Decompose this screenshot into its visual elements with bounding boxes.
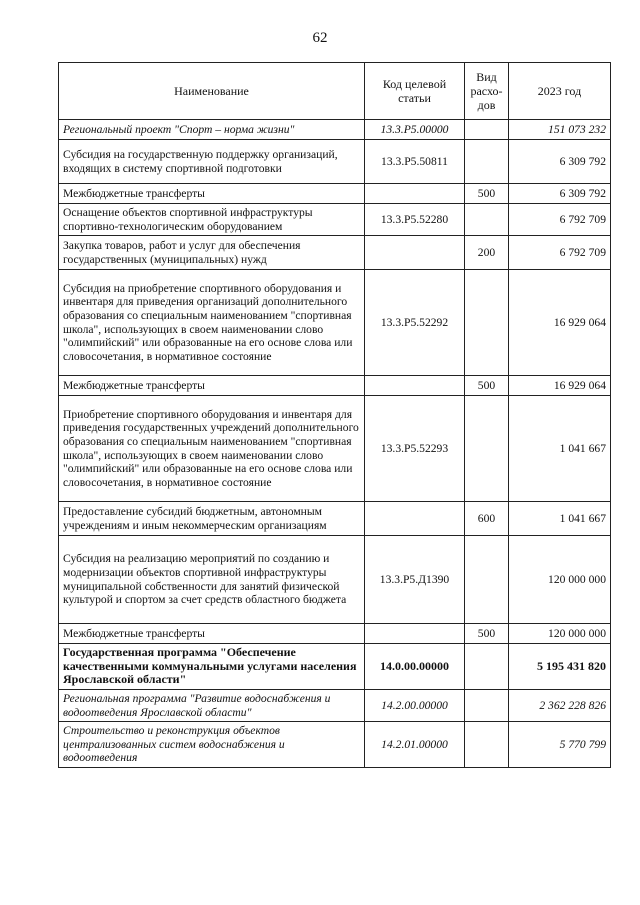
cell-code: 13.3.Р5.52292 — [365, 270, 465, 376]
cell-name: Государственная программа "Обеспечение качественными коммунальными услугами населения Ярославской области" — [59, 644, 365, 690]
cell-sum: 6 309 792 — [509, 140, 611, 184]
cell-sum: 16 929 064 — [509, 376, 611, 396]
table-row — [59, 644, 611, 690]
cell-code: 13.3.Р5.52293 — [365, 396, 465, 502]
cell-name: Строительство и реконструкция объектов централизованных систем водоснабжения и водоотведения — [59, 722, 365, 768]
page-number: 62 — [312, 30, 328, 46]
cell-vid — [465, 690, 509, 722]
table-row — [59, 624, 611, 644]
cell-vid: 500 — [465, 624, 509, 644]
cell-sum: 120 000 000 — [509, 624, 611, 644]
table-row — [59, 502, 611, 536]
cell-code: 13.3.Р5.50811 — [365, 140, 465, 184]
cell-sum: 6 792 709 — [509, 236, 611, 270]
cell-vid — [465, 140, 509, 184]
cell-code: 14.2.01.00000 — [365, 722, 465, 768]
cell-vid: 600 — [465, 502, 509, 536]
cell-name: Межбюджетные трансферты — [59, 376, 365, 396]
cell-sum: 151 073 232 — [509, 120, 611, 140]
cell-name: Региональная программа "Развитие водоснабжения и водоотведения Ярославской области" — [59, 690, 365, 722]
cell-code — [365, 236, 465, 270]
table-header-row — [59, 63, 611, 120]
header-year: 2023 год — [509, 63, 611, 120]
cell-code: 14.2.00.00000 — [365, 690, 465, 722]
cell-vid — [465, 270, 509, 376]
cell-sum: 2 362 228 826 — [509, 690, 611, 722]
cell-code: 13.3.Р5.52280 — [365, 204, 465, 236]
cell-code — [365, 376, 465, 396]
cell-vid — [465, 536, 509, 624]
cell-code — [365, 502, 465, 536]
cell-code — [365, 624, 465, 644]
cell-sum: 120 000 000 — [509, 536, 611, 624]
header-name: Наименование — [59, 63, 365, 120]
cell-name: Закупка товаров, работ и услуг для обеспечения государственных (муниципальных) нужд — [59, 236, 365, 270]
cell-name: Субсидия на приобретение спортивного оборудования и инвентаря для приведения организаций дополнительного образования со специальным наименованием "спортивная школа", использующих в своем наименовании слово "олимпийский" или образованные на его основе слова или словосочетания, в нормативное состояние — [59, 270, 365, 376]
cell-vid: 500 — [465, 184, 509, 204]
table-row — [59, 396, 611, 502]
cell-sum: 5 195 431 820 — [509, 644, 611, 690]
cell-code: 13.3.Р5.Д1390 — [365, 536, 465, 624]
cell-vid — [465, 204, 509, 236]
cell-vid: 500 — [465, 376, 509, 396]
cell-name: Субсидия на государственную поддержку организаций, входящих в систему спортивной подготовки — [59, 140, 365, 184]
cell-name: Межбюджетные трансферты — [59, 624, 365, 644]
cell-vid — [465, 396, 509, 502]
cell-name: Предоставление субсидий бюджетным, автономным учреждениям и иным некоммерческим организациям — [59, 502, 365, 536]
table-row — [59, 236, 611, 270]
cell-vid: 200 — [465, 236, 509, 270]
table-row — [59, 184, 611, 204]
table-row — [59, 140, 611, 184]
cell-sum: 1 041 667 — [509, 396, 611, 502]
cell-vid — [465, 644, 509, 690]
cell-sum: 1 041 667 — [509, 502, 611, 536]
cell-code: 14.0.00.00000 — [365, 644, 465, 690]
cell-name: Субсидия на реализацию мероприятий по созданию и модернизации объектов спортивной инфраструктуры муниципальной собственности для занятий физической культурой и спортом за счет средств областного бюджета — [59, 536, 365, 624]
cell-name: Приобретение спортивного оборудования и инвентаря для приведения государственных учреждений дополнительного образования со специальным наименованием "спортивная школа", использующих в своем наименовании слово "олимпийский" или образованные на его основе слова или словосочетания, в нормативное состояние — [59, 396, 365, 502]
table-row — [59, 690, 611, 722]
table-row — [59, 270, 611, 376]
cell-vid — [465, 722, 509, 768]
cell-sum: 6 309 792 — [509, 184, 611, 204]
cell-vid — [465, 120, 509, 140]
table-row — [59, 376, 611, 396]
cell-sum: 5 770 799 — [509, 722, 611, 768]
cell-sum: 16 929 064 — [509, 270, 611, 376]
table-row — [59, 204, 611, 236]
cell-sum: 6 792 709 — [509, 204, 611, 236]
table-row — [59, 120, 611, 140]
table-row — [59, 536, 611, 624]
cell-name: Региональный проект "Спорт – норма жизни" — [59, 120, 365, 140]
cell-code — [365, 184, 465, 204]
header-code: Код целевой статьи — [365, 63, 465, 120]
budget-table — [58, 62, 611, 768]
cell-name: Межбюджетные трансферты — [59, 184, 365, 204]
table-row — [59, 722, 611, 768]
header-vid: Вид расхо-дов — [465, 63, 509, 120]
table-body — [59, 120, 611, 768]
cell-code: 13.3.Р5.00000 — [365, 120, 465, 140]
cell-name: Оснащение объектов спортивной инфраструктуры спортивно-технологическим оборудованием — [59, 204, 365, 236]
